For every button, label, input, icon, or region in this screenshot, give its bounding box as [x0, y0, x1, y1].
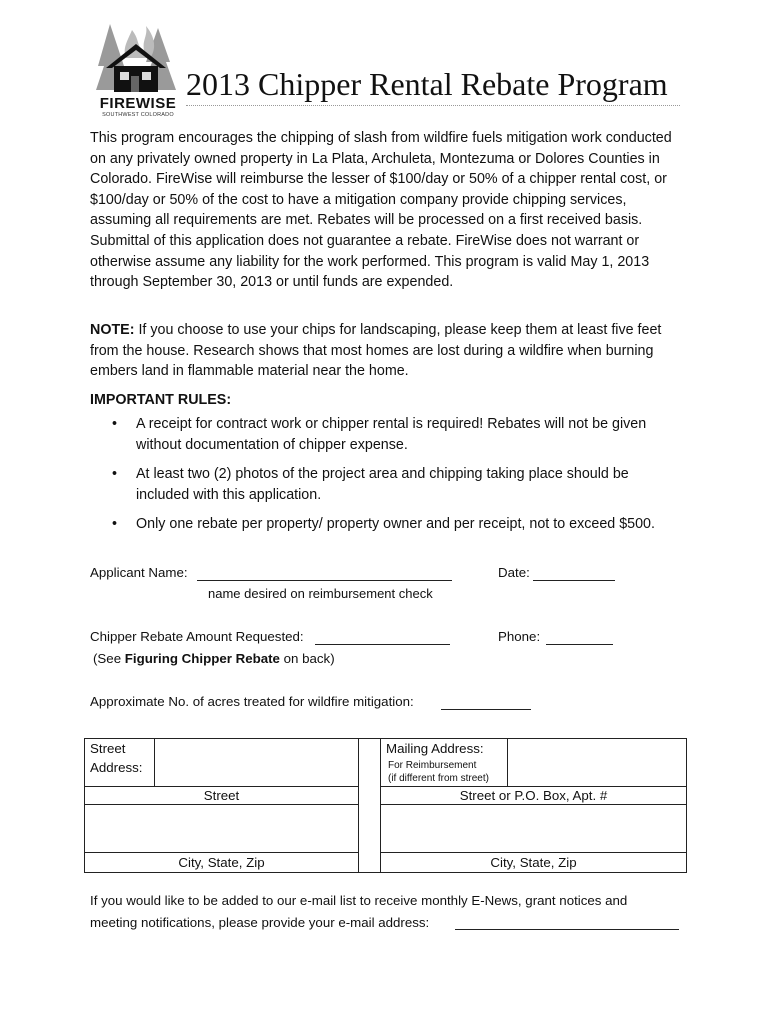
rebate-amount-label: Chipper Rebate Amount Requested: — [90, 629, 304, 644]
street-caption: Street — [203, 788, 240, 803]
rule-text: Only one rebate per property/ property owner and per receipt, not to exceed $500. — [136, 516, 655, 532]
rule-item — [112, 464, 672, 505]
acres-label: Approximate No. of acres treated for wildfire mitigation: — [90, 694, 414, 709]
firewise-logo — [96, 20, 180, 120]
rules-heading: IMPORTANT RULES: — [90, 392, 232, 408]
intro-paragraph: This program encourages the chipping of slash from wildfire fuels mitigation work conducted on any privately owned property in La Plata, Archuleta, Montezuma or Dolores Counties in Colorado. FireWise will reimburse the lesser of $100/day or 50% of a chipper rental cost, or $100/day or 50% of the cost to have a mitigation company provide chipping services, assuming all requirements are met. Rebates will be processed on a first received basis. Submittal of this application does not guarantee a rebate. FireWise does not warrant or otherwise assume any liability for the work performed. This program is valid May 1, 2013 through September 30, 2013 or until funds are expended. — [90, 130, 672, 291]
email-text-line1: If you would like to be added to our e-mail list to receive monthly E-News, grant notices and — [90, 893, 628, 908]
see-bold: Figuring Chipper Rebate — [124, 651, 280, 666]
rule-text: A receipt for contract work or chipper rental is required! Rebates will not be given without documentation of chipper expense. — [136, 416, 647, 453]
rebate-amount-field[interactable] — [315, 644, 450, 645]
note-text: If you choose to use your chips for landscaping, please keep them at least five feet from the house. Research shows that most homes are lost during a wildfire when burning embers land in flammable material near the home. — [90, 322, 662, 380]
date-label: Date: — [498, 565, 530, 580]
email-signup — [90, 890, 710, 933]
phone-label: Phone: — [498, 629, 541, 644]
title-divider — [186, 105, 680, 106]
mailing-city-state-zip-input[interactable] — [381, 805, 686, 852]
note-label: NOTE: — [90, 322, 135, 338]
applicant-name-field[interactable] — [197, 580, 452, 581]
street-address-label-line2: Address: — [90, 760, 143, 775]
house-and-trees-icon — [96, 20, 180, 100]
address-table — [84, 738, 687, 873]
logo-wordmark: FIREWISE — [99, 95, 177, 112]
mailing-address-label: Mailing Address: — [386, 741, 484, 756]
rule-item — [112, 514, 672, 535]
rule-text: At least two (2) photos of the project area and chipping taking place should be included with this application. — [136, 466, 629, 503]
mailing-address-input[interactable] — [508, 739, 686, 786]
mailing-sub-line2: (if different from street) — [388, 773, 489, 784]
bullet-icon: • — [112, 516, 118, 532]
see-suffix: on back) — [279, 651, 335, 666]
logo-subtitle: SOUTHWEST COLORADO — [102, 112, 174, 118]
see-back-note — [93, 651, 335, 666]
bullet-icon: • — [112, 416, 118, 432]
acres-field[interactable] — [441, 709, 531, 710]
mailing-street-caption: Street or P.O. Box, Apt. # — [459, 788, 608, 803]
email-field[interactable] — [455, 929, 679, 930]
applicant-name-hint: name desired on reimbursement check — [208, 586, 433, 601]
note-paragraph — [90, 320, 690, 382]
rule-item — [112, 414, 672, 455]
city-caption-left: City, State, Zip — [178, 855, 265, 870]
see-prefix: (See — [93, 651, 125, 666]
mailing-sub-line1: For Reimbursement — [388, 760, 477, 771]
bullet-icon: • — [112, 466, 118, 482]
applicant-name-label: Applicant Name: — [90, 565, 188, 580]
email-label: meeting notifications, please provide your e-mail address: — [90, 914, 430, 930]
city-caption-right: City, State, Zip — [490, 855, 577, 870]
street-address-label-line1: Street — [90, 741, 126, 756]
page-title: 2013 Chipper Rental Rebate Program — [186, 66, 668, 102]
date-field[interactable] — [533, 580, 615, 581]
phone-field[interactable] — [546, 644, 613, 645]
street-address-input[interactable] — [155, 739, 358, 786]
city-state-zip-input[interactable] — [85, 805, 358, 852]
